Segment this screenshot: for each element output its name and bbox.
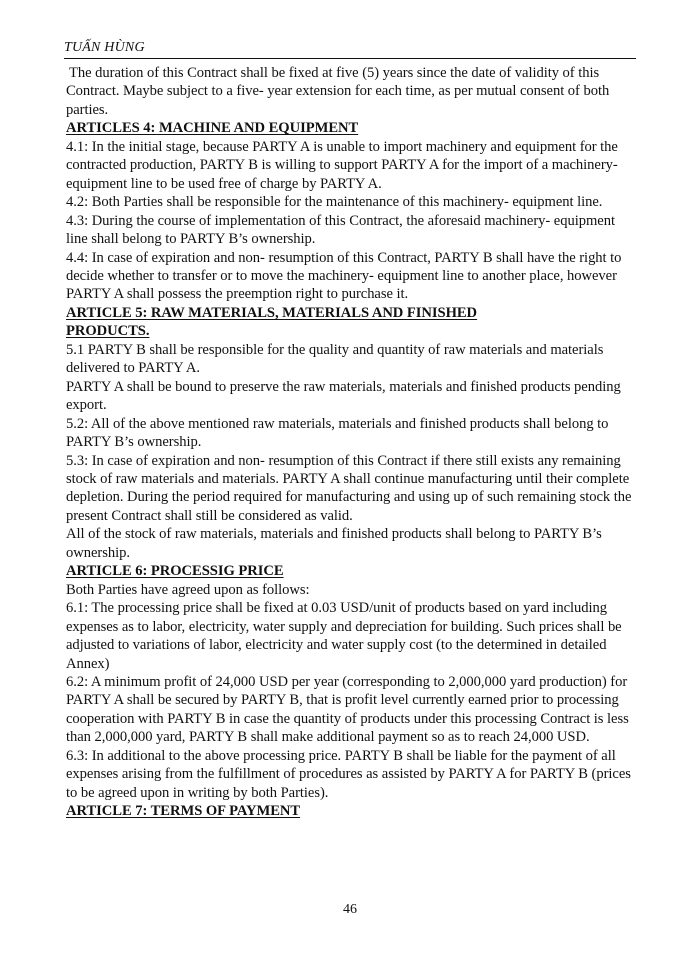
clause-5-2: 5.2: All of the above mentioned raw materials, materials and finished products shall belong to PARTY B’s ownership. [66, 415, 609, 451]
article-7-heading: ARTICLE 7: TERMS OF PAYMENT [66, 803, 301, 820]
article-6-intro: Both Parties have agreed upon as follows: [66, 581, 310, 598]
clause-4-4: 4.4: In case of expiration and non- resumption of this Contract, PARTY B shall have the right to decide whether to transfer or to move the machinery- equipment line to another place, however PARTY A shall possess the preemption right to purchase it. [66, 249, 622, 303]
header-rule [64, 58, 636, 59]
clause-5-1-preserve: PARTY A shall be bound to preserve the raw materials, materials and finished products pending export. [66, 378, 621, 414]
article-5-heading: ARTICLE 5: RAW MATERIALS, MATERIALS AND FINISHED PRODUCTS. [66, 304, 478, 340]
clause-4-2: 4.2: Both Parties shall be responsible for the maintenance of this machinery- equipment line. [66, 194, 603, 211]
clause-6-3: 6.3: In additional to the above processing price. PARTY B shall be liable for the payment of all expenses arising from the fulfillment of procedures as assisted by PARTY A for PARTY B (prices to be agreed upon in writing by both Parties). [66, 747, 631, 801]
clause-5-3: 5.3: In case of expiration and non- resumption of this Contract if there still exists any remaining stock of raw materials and materials. PARTY A shall continue manufacturing until their complete depletion. During the period required for manufacturing and using up of such remaining stock the present Contract shall still be considered as valid. [66, 452, 632, 524]
duration-paragraph: The duration of this Contract shall be fixed at five (5) years since the date of validity of this Contract. Maybe subject to a five- year extension for each time, as per mutual consent of both parties. [66, 65, 610, 118]
running-header-title: TUẤN HÙNG [64, 40, 145, 55]
clause-5-1: 5.1 PARTY B shall be responsible for the quality and quantity of raw materials and materials delivered to PARTY A. [66, 341, 604, 377]
clause-5-3-ownership: All of the stock of raw materials, materials and finished products shall belong to PARTY B’s ownership. [66, 526, 602, 561]
clause-4-3: 4.3: During the course of implementation of this Contract, the aforesaid machinery- equipment line shall belong to PARTY B’s ownership. [66, 212, 615, 248]
article-6-heading: ARTICLE 6: PROCESSIG PRICE [66, 563, 284, 580]
clause-4-1: 4.1: In the initial stage, because PARTY A is unable to import machinery and equipment for the contracted production, PARTY B is willing to support PARTY A for the import of a machinery- equipment line to be used free of charge by PARTY A. [66, 138, 618, 192]
article-4-heading: ARTICLES 4: MACHINE AND EQUIPMENT [66, 120, 359, 137]
clause-6-2: 6.2: A minimum profit of 24,000 USD per year (corresponding to 2,000,000 yard production) for PARTY A shall be secured by PARTY B, that is profit level currently earned prior to processing cooperation with PARTY B in case the quantity of products under this processing Contract is less than 2,000,000 yard, PARTY B shall make additional payment so as to reach 24,000 USD. [66, 673, 629, 746]
page-number: 46 [343, 902, 357, 917]
contract-body [66, 64, 638, 821]
clause-6-1: 6.1: The processing price shall be fixed at 0.03 USD/unit of products based on yard including expenses as to labor, electricity, water supply and depreciation for building. Such prices shall be adjusted to variations of labor, electricity and water supply cost (to the determined in detailed Annex) [66, 600, 622, 672]
